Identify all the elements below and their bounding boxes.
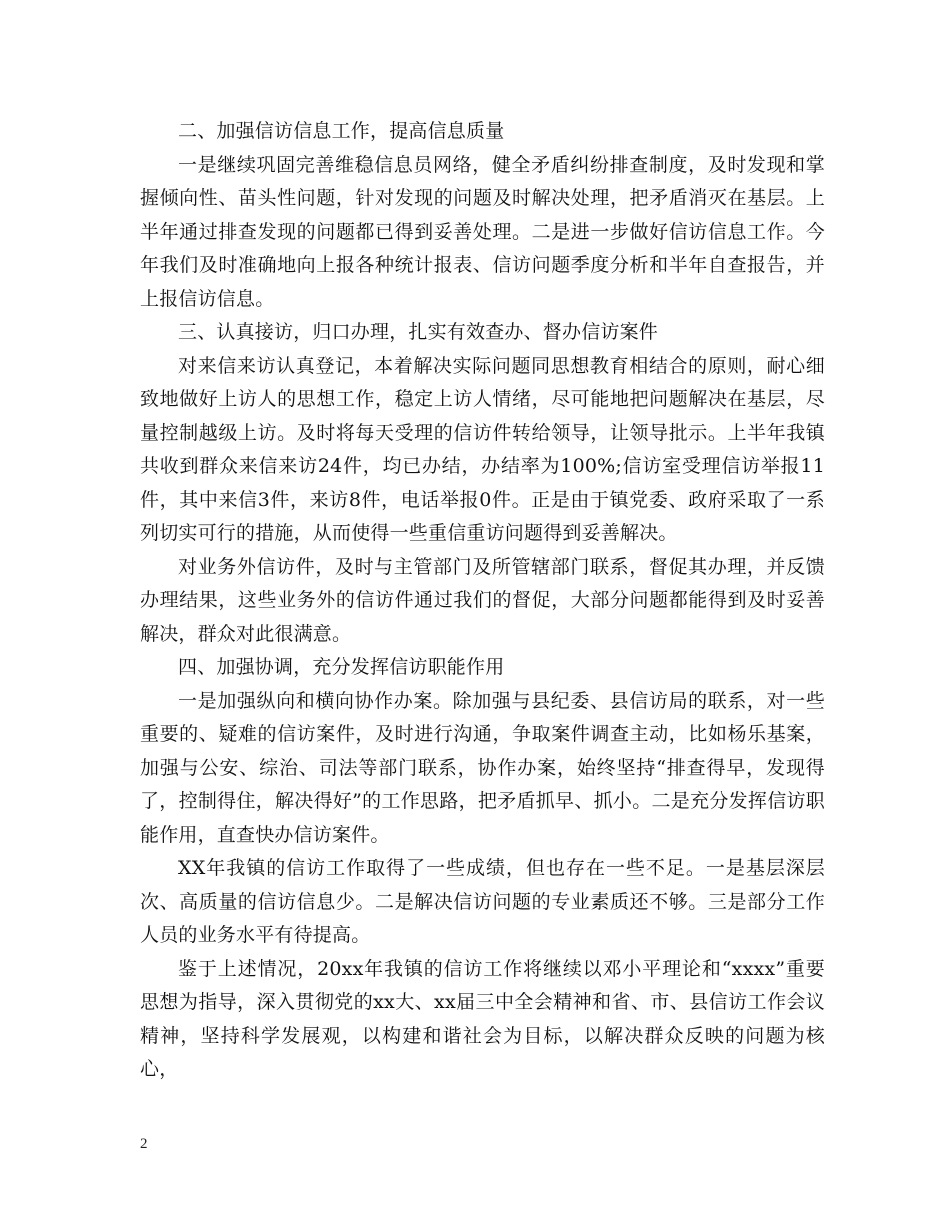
paragraph-shortcomings: XX年我镇的信访工作取得了一些成绩，但也存在一些不足。一是基层深层次、高质量的信访信息少。二是解决信访问题的专业素质还不够。三是部分工作人员的业务水平有待提高。 — [140, 857, 825, 946]
paragraph-registration: 对来信来访认真登记，本着解决实际问题同思想教育相结合的原则，耐心细致地做好上访人的思想工作，稳定上访人情绪，尽可能地把问题解决在基层，尽量控制越级上访。及时将每天受理的信访件转给领导，让领导批示。上半年我镇共收到群众来信来访24件，均已办结，办结率为100%;信访室受理信访举报11件，其中来信3件，来访8件，电话举报0件。正是由于镇党委、政府采取了一系列切实可行的措施，从而使得一些重信重访问题得到妥善解决。 — [140, 354, 825, 544]
paragraph-info-network: 一是继续巩固完善维稳信息员网络，健全矛盾纠纷排查制度，及时发现和掌握倾向性、苗头性问题，针对发现的问题及时解决处理，把矛盾消灭在基层。上半年通过排查发现的问题都已得到妥善处理。二是进一步做好信访信息工作。今年我们及时准确地向上报各种统计报表、信访问题季度分析和半年自查报告，并上报信访信息。 — [140, 153, 825, 310]
section-heading-4: 四、加强协调，充分发挥信访职能作用 — [178, 656, 505, 678]
document-body — [140, 115, 825, 1087]
section-heading-2: 二、加强信访信息工作，提高信息质量 — [178, 120, 505, 142]
page-number: 2 — [140, 1136, 148, 1152]
paragraph-outlook: 鉴于上述情况，20xx年我镇的信访工作将继续以邓小平理论和“xxxx”重要思想为指导，深入贯彻党的xx大、xx届三中全会精神和省、市、县信访工作会议精神，坚持科学发展观，以构建和谐社会为目标，以解决群众反映的问题为核心， — [140, 957, 825, 1080]
paragraph-coordination: 一是加强纵向和横向协作办案。除加强与县纪委、县信访局的联系，对一些重要的、疑难的信访案件，及时进行沟通，争取案件调查主动，比如杨乐基案，加强与公安、综治、司法等部门联系，协作办案，始终坚持“排查得早，发现得了，控制得住，解决得好”的工作思路，把矛盾抓早、抓小。二是充分发挥信访职能作用，直查快办信访案件。 — [140, 689, 825, 846]
paragraph-external-cases: 对业务外信访件，及时与主管部门及所管辖部门联系，督促其办理，并反馈办理结果，这些业务外的信访件通过我们的督促，大部分问题都能得到及时妥善解决，群众对此很满意。 — [140, 555, 825, 645]
section-heading-3: 三、认真接访，归口办理，扎实有效查办、督办信访案件 — [178, 321, 659, 343]
